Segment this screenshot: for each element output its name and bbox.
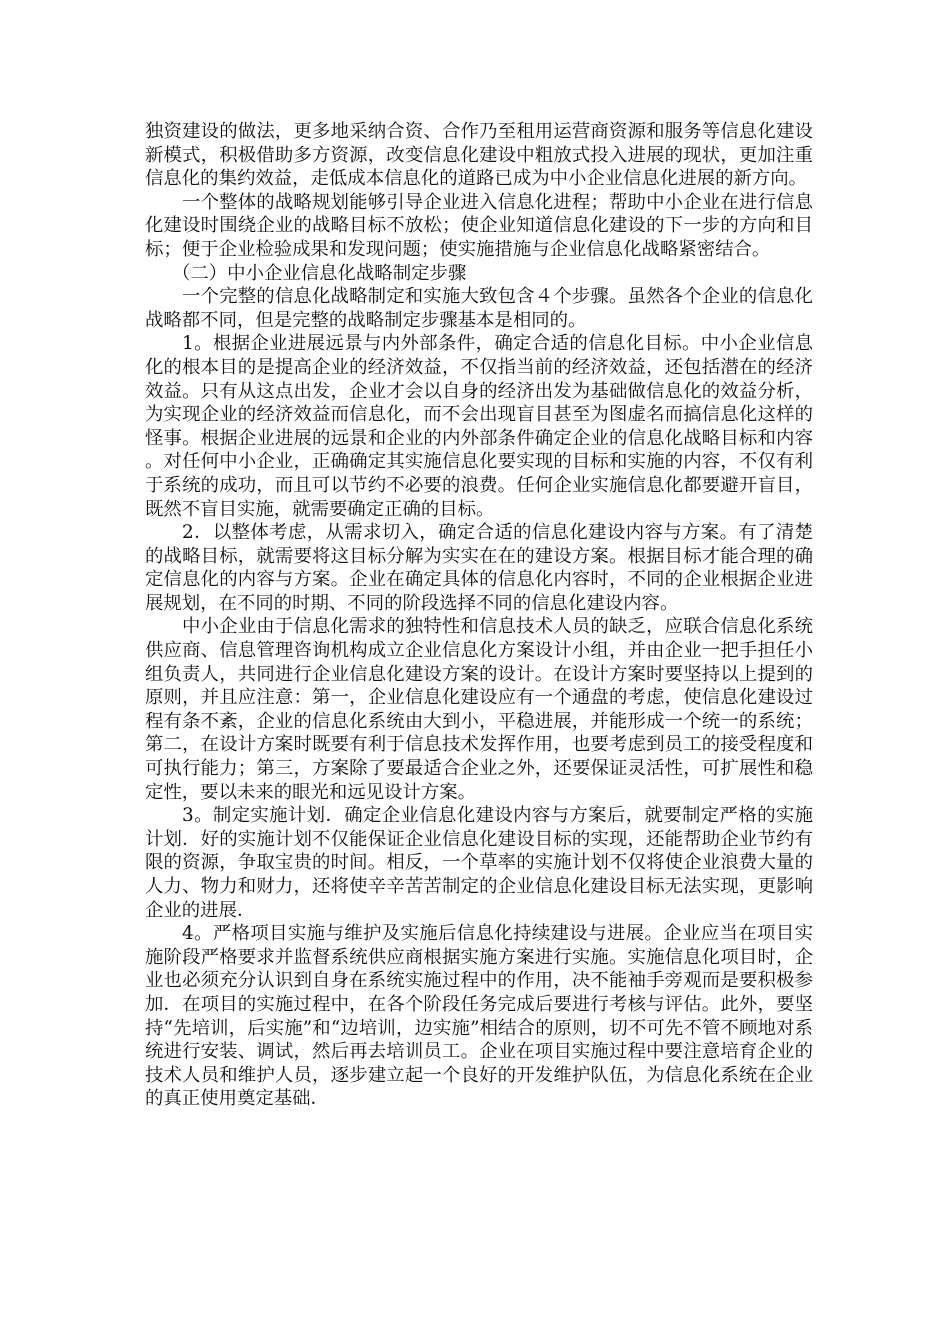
paragraph-continuation: 独资建设的做法，更多地采纳合资、合作乃至租用运营商资源和服务等信息化建设新模式，积极借助多方资源，改变信息化建设中粗放式投入进展的现状，更加注重信息化的集约效益，走低成本信息化的道路已成为中小企业信息化进展的新方向。 — [145, 121, 813, 190]
paragraph-design-team: 中小企业由于信息化需求的独特性和信息技术人员的缺乏，应联合信息化系统供应商、信息管理咨询机构成立企业信息化方案设计小组，并由企业一把手担任小组负责人，共同进行企业信息化建设方案的设计。在设计方案时要坚持以上提到的原则，并且应注意：第一，企业信息化建设应有一个通盘的考虑，使信息化建设过程有条不紊，企业的信息化系统由大到小，平稳进展，并能形成一个统一的系统；第二，在设计方案时既要有利于信息技术发挥作用，也要考虑到员工的接受程度和可执行能力；第三，方案除了要最适合企业之外，还要保证灵活性，可扩展性和稳定性，要以未来的眼光和远见设计方案。 — [145, 616, 813, 803]
paragraph-four-steps-intro: 一个完整的信息化战略制定和实施大致包含４个步骤。虽然各个企业的信息化战略都不同，但是完整的战略制定步骤基本是相同的。 — [145, 286, 813, 331]
paragraph-step-2: 2．以整体考虑，从需求切入，确定合适的信息化建设内容与方案。有了清楚的战略目标，就需要将这目标分解为实实在在的建设方案。根据目标才能合理的确定信息化的内容与方案。企业在确定具体的信息化内容时，不同的企业根据企业进展规划，在不同的时期、不同的阶段选择不同的信息化建设内容。 — [145, 522, 813, 614]
document-body — [145, 120, 813, 1111]
section-heading: （二）中小企业信息化战略制定步骤 — [172, 262, 467, 284]
paragraph-step-4: 4。严格项目实施与维护及实施后信息化持续建设与进展。企业应当在项目实施阶段严格要求并监督系统供应商根据实施方案进行实施。实施信息化项目时，企业也必须充分认识到自身在系统实施过程中的作用，决不能袖手旁观而是要积极参加．在项目的实施过程中，在各个阶段任务完成后要进行考核与评估。此外，要坚持“先培训，后实施”和“边培训，边实施”相结合的原则，切不可先不管不顾地对系统进行安装、调试，然后再去培训员工。企业在项目实施过程中要注意培育企业的技术人员和维护人员，逐步建立起一个良好的开发维护队伍，为信息化系统在企业的真正使用奠定基础． — [145, 923, 813, 1110]
paragraph-step-3: 3。制定实施计划．确定企业信息化建设内容与方案后，就要制定严格的实施计划．好的实施计划不仅能保证企业信息化建设目标的实现，还能帮助企业节约有限的资源，争取宝贵的时间。相反，一个草率的实施计划不仅将使企业浪费大量的人力、物力和财力，还将使辛辛苦苦制定的企业信息化建设目标无法实现，更影响企业的进展． — [145, 805, 813, 921]
paragraph-strategic-planning: 一个整体的战略规划能够引导企业进入信息化进程；帮助中小企业在进行信息化建设时围绕企业的战略目标不放松；使企业知道信息化建设的下一步的方向和目标；便于企业检验成果和发现问题；使实施措施与企业信息化战略紧密结合。 — [145, 191, 813, 260]
paragraph-step-1: 1。根据企业进展远景与内外部条件，确定合适的信息化目标。中小企业信息化的根本目的是提高企业的经济效益，不仅指当前的经济效益，还包括潜在的经济效益。只有从这点出发，企业才会以自身的经济出发为基础做信息化的效益分析，为实现企业的经济效益而信息化，而不会出现盲目甚至为图虚名而搞信息化这样的怪事。根据企业进展的远景和企业的内外部条件确定企业的信息化战略目标和内容。对任何中小企业，正确确定其实施信息化要实现的目标和实施的内容，不仅有利于系统的成功，而且可以节约不必要的浪费。任何企业实施信息化都要避开盲目，既然不盲目实施，就需要确定正确的目标。 — [145, 333, 813, 520]
